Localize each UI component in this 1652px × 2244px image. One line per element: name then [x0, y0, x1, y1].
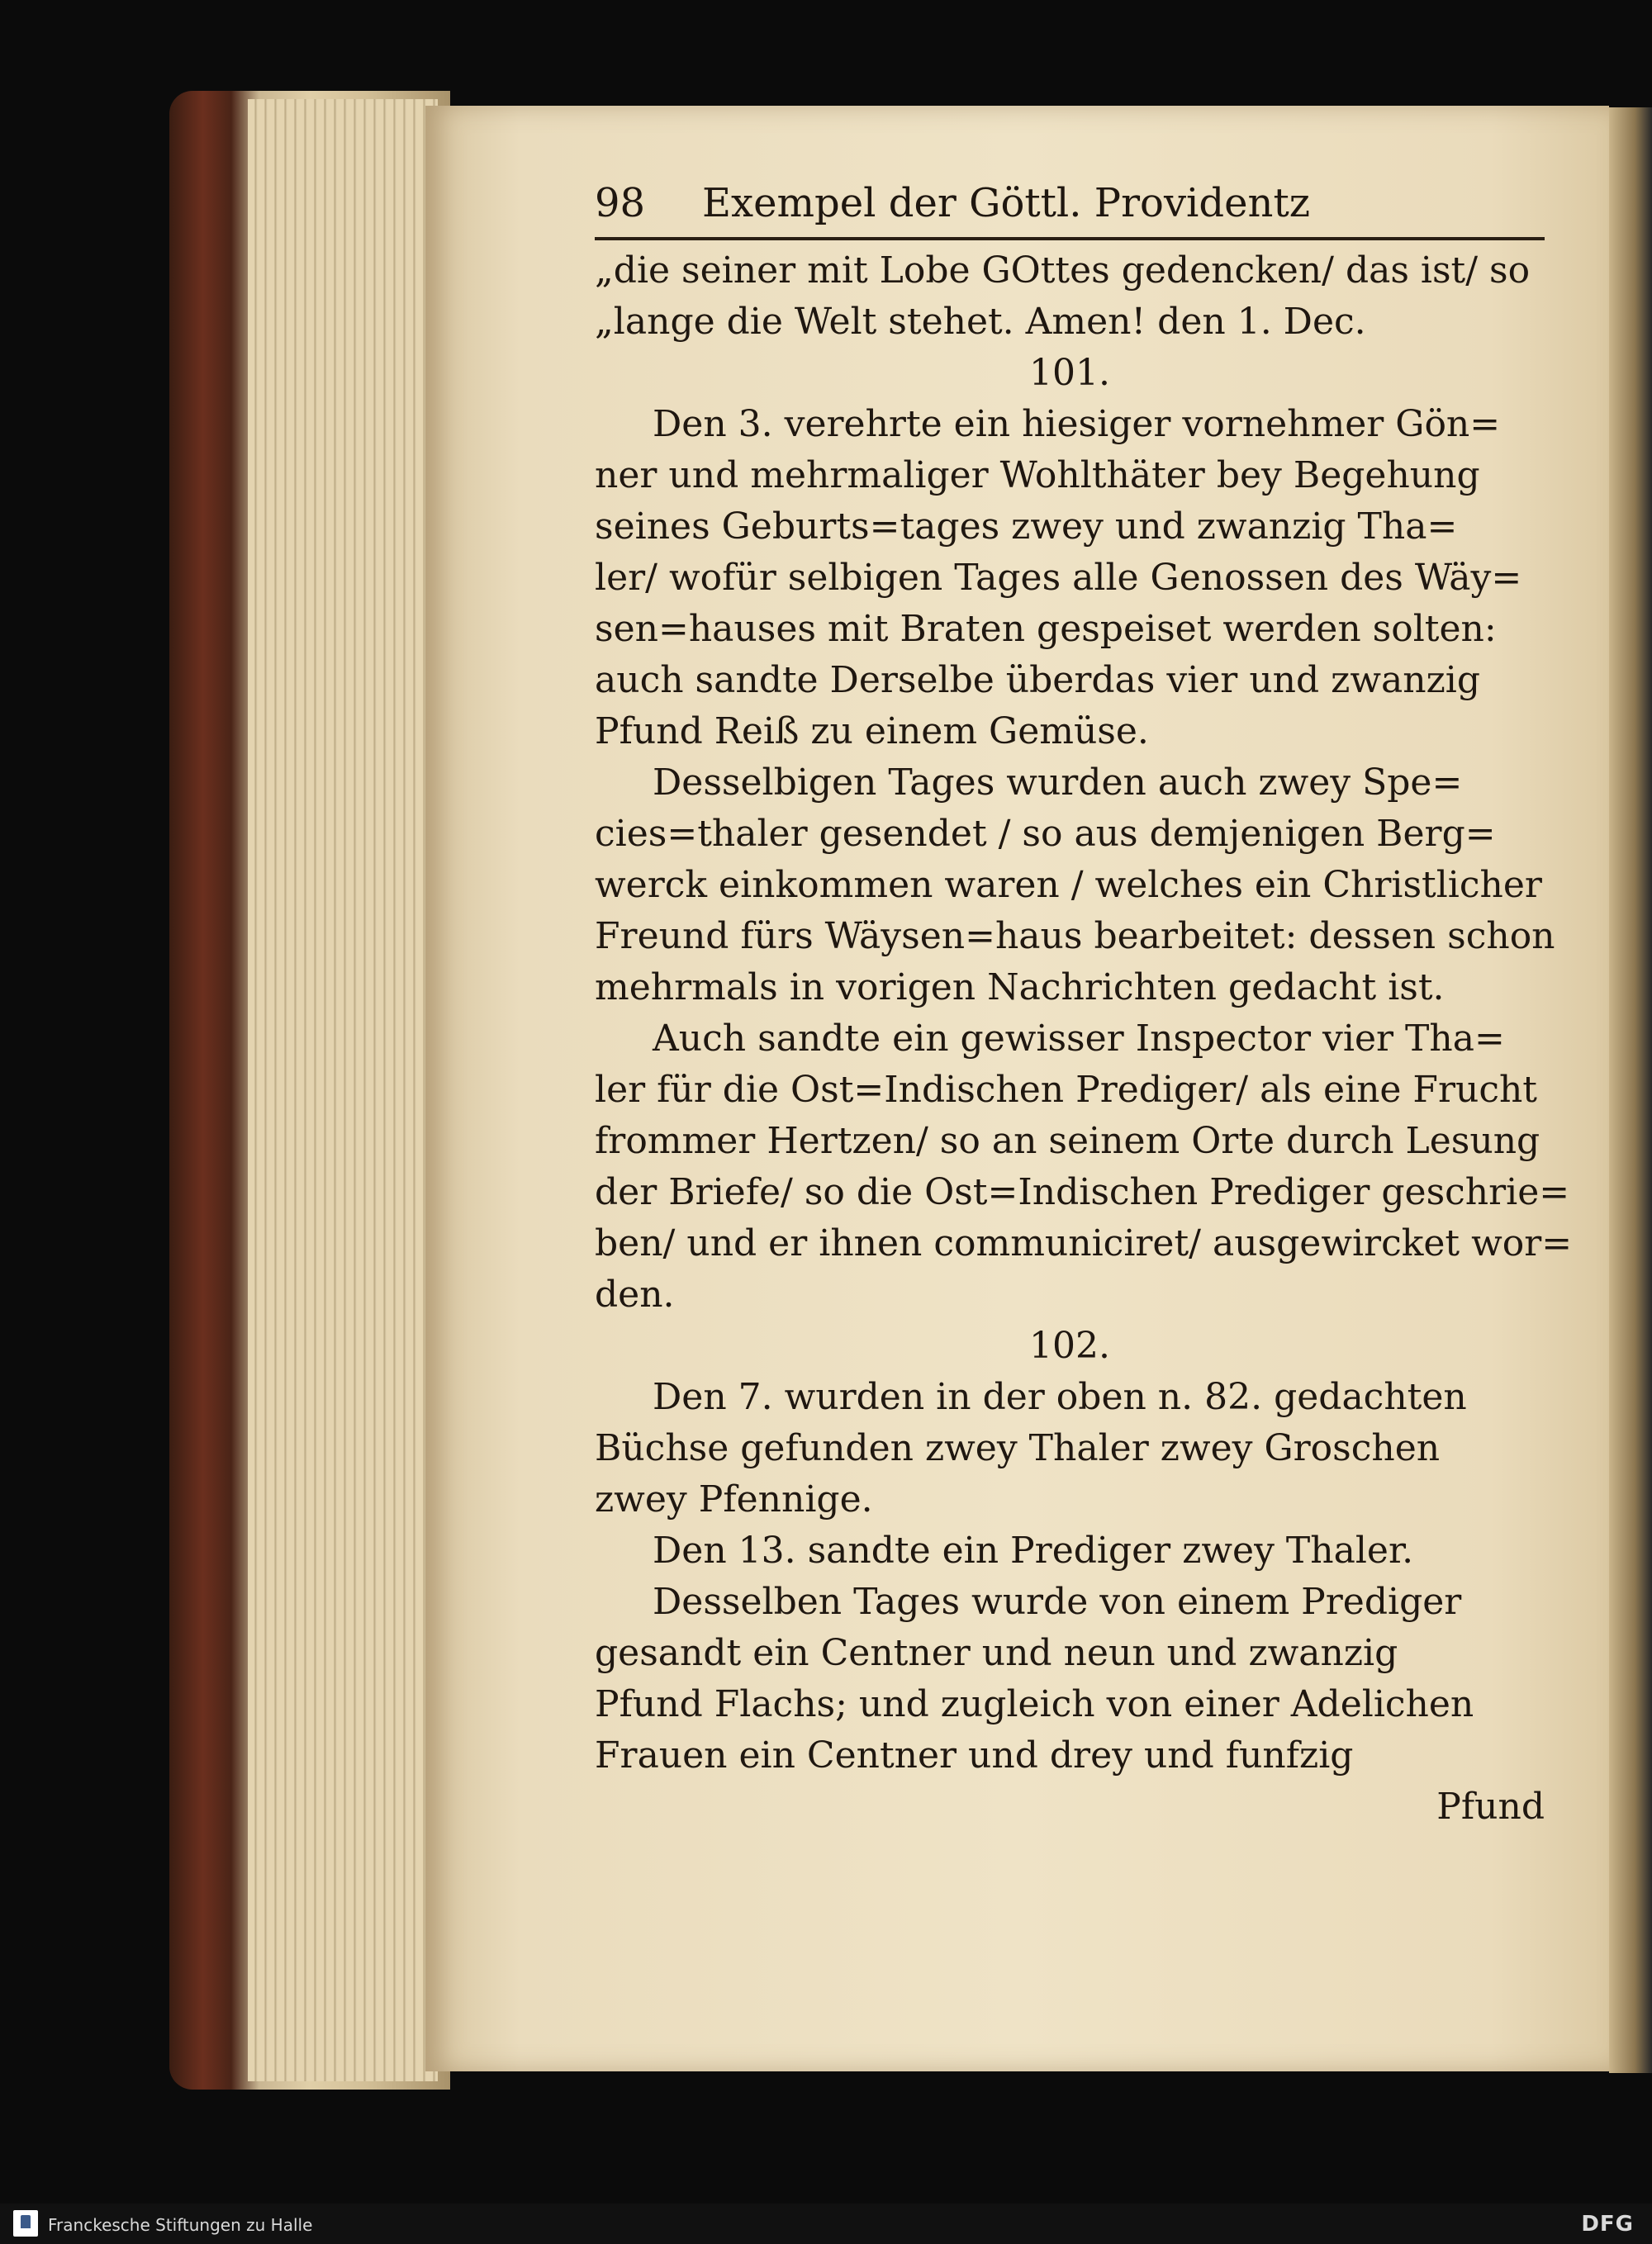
- section-number: 101.: [1029, 352, 1110, 394]
- text-line: ben/ und er ihnen communiciret/ ausgewircket wor=: [595, 1222, 1573, 1264]
- text-line: „die seiner mit Lobe GOttes gedencken/ das ist/ so: [595, 249, 1531, 292]
- text-line: mehrmals in vorigen Nachrichten gedacht ist.: [595, 966, 1445, 1008]
- text-line: den.: [595, 1274, 675, 1316]
- text-line: Büchse gefunden zwey Thaler zwey Groschen: [595, 1427, 1441, 1469]
- text-line: ler für die Ost=Indischen Prediger/ als eine Frucht: [595, 1069, 1537, 1111]
- text-line: Desselbigen Tages wurden auch zwey Spe=: [653, 761, 1463, 804]
- text-line: werck einkommen waren / welches ein Christlicher: [595, 864, 1542, 906]
- text-line: Auch sandte ein gewisser Inspector vier Tha=: [653, 1018, 1505, 1060]
- text-line: seines Geburts=tages zwey und zwanzig Tha=: [595, 505, 1458, 548]
- catchword: Pfund: [1436, 1786, 1545, 1828]
- text-line: ler/ wofür selbigen Tages alle Genossen des Wäy=: [595, 557, 1522, 599]
- footer-bar: [0, 2204, 1652, 2244]
- text-line: Den 7. wurden in der oben n. 82. gedachten: [653, 1376, 1467, 1418]
- institution-name: Franckesche Stiftungen zu Halle: [48, 2215, 313, 2235]
- page-number: 98: [595, 180, 646, 226]
- text-line: Den 3. verehrte ein hiesiger vornehmer Gön=: [653, 403, 1501, 445]
- text-line: gesandt ein Centner und neun und zwanzig: [595, 1632, 1398, 1674]
- text-lines: [595, 245, 1573, 1781]
- section-number: 102.: [1029, 1325, 1110, 1367]
- text-line: der Briefe/ so die Ost=Indischen Prediger geschrie=: [595, 1171, 1570, 1213]
- text-line: Pfund Reiß zu einem Gemüse.: [595, 710, 1149, 752]
- text-line: Frauen ein Centner und drey und funfzig: [595, 1734, 1354, 1777]
- text-line: Pfund Flachs; und zugleich von einer Adelichen: [595, 1683, 1474, 1725]
- text-line: auch sandte Derselbe überdas vier und zwanzig: [595, 659, 1480, 701]
- text-line: cies=thaler gesendet / so aus demjenigen Berg=: [595, 813, 1496, 855]
- text-line: sen=hauses mit Braten gespeiset werden solten:: [595, 608, 1497, 650]
- text-line: Freund fürs Wäysen=haus bearbeitet: dessen schon: [595, 915, 1555, 957]
- text-line: Desselben Tages wurde von einem Prediger: [653, 1581, 1462, 1623]
- right-page-edge: [1609, 107, 1652, 2073]
- text-line: ner und mehrmaliger Wohlthäter bey Begehung: [595, 454, 1480, 496]
- running-header: [595, 178, 1545, 240]
- running-title: Exempel der Göttl. Providentz: [702, 180, 1311, 226]
- text-line: Den 13. sandte ein Prediger zwey Thaler.: [653, 1530, 1414, 1572]
- page-text: [595, 178, 1573, 1833]
- page-stack-edge: [248, 99, 438, 2081]
- text-line: frommer Hertzen/ so an seinem Orte durch Lesung: [595, 1120, 1540, 1162]
- text-line: zwey Pfennige.: [595, 1478, 873, 1521]
- dfg-badge: DFG: [1581, 2212, 1634, 2237]
- institution-logo-icon: [13, 2210, 38, 2237]
- text-line: „lange die Welt stehet. Amen! den 1. Dec.: [595, 301, 1366, 343]
